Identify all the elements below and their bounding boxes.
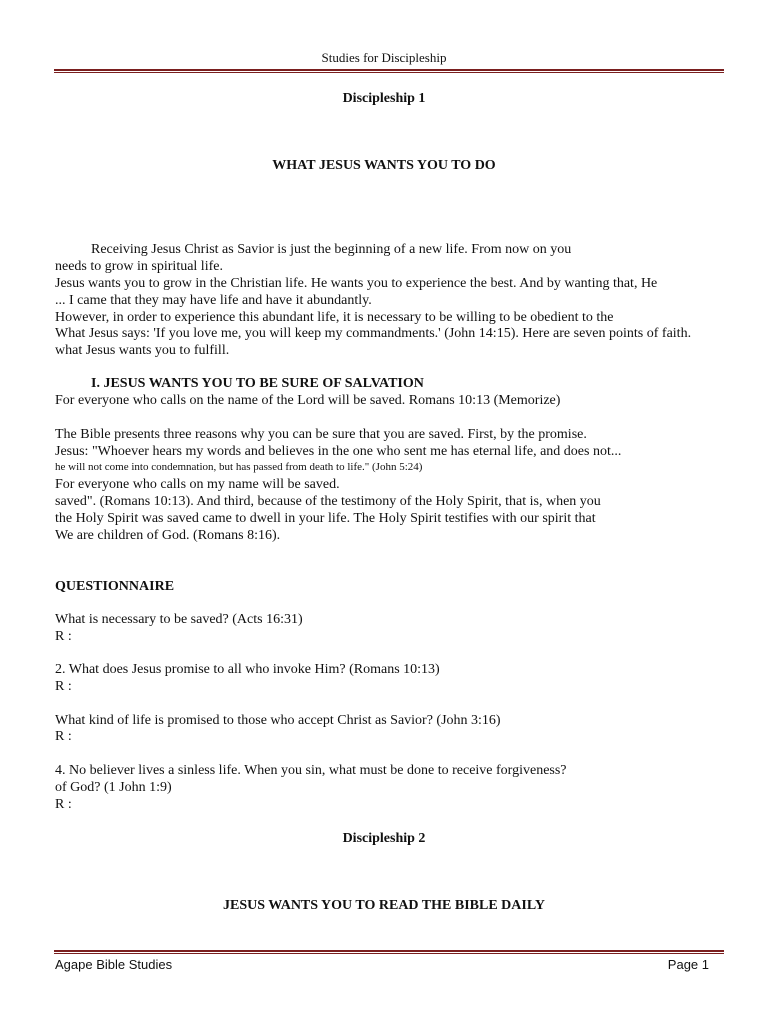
- intro-line: what Jesus wants you to fulfill.: [55, 343, 230, 358]
- intro-line: However, in order to experience this abundant life, it is necessary to be willing to be obedient to the: [55, 310, 614, 325]
- body-line: The Bible presents three reasons why you can be sure that you are saved. First, by the promise.: [55, 427, 587, 442]
- section-subheading-2: JESUS WANTS YOU TO READ THE BIBLE DAILY: [223, 898, 545, 913]
- question-2: 2. What does Jesus promise to all who invoke Him? (Romans 10:13): [55, 662, 440, 677]
- body-line: the Holy Spirit was saved came to dwell in your life. The Holy Spirit testifies with our spirit that: [55, 511, 596, 526]
- footer-rule: [54, 950, 724, 954]
- body-line: We are children of God. (Romans 8:16).: [55, 528, 281, 543]
- footer-left: Agape Bible Studies: [55, 957, 173, 972]
- body-line: Jesus: "Whoever hears my words and believes in the one who sent me has eternal life, and does not...: [55, 444, 622, 459]
- question-4-cont: of God? (1 John 1:9): [55, 780, 172, 795]
- question-4: 4. No believer lives a sinless life. When you sin, what must be done to receive forgiveness?: [55, 763, 567, 778]
- body-line: For everyone who calls on my name will be saved.: [55, 477, 340, 492]
- answer-label: R :: [55, 629, 72, 644]
- questionnaire-title: QUESTIONNAIRE: [55, 579, 175, 594]
- question-3: What kind of life is promised to those who accept Christ as Savior? (John 3:16): [55, 713, 501, 728]
- section-heading-2: Discipleship 2: [342, 831, 426, 846]
- section-heading: Discipleship 1: [342, 91, 426, 106]
- answer-label: R :: [55, 729, 72, 744]
- intro-line: ... I came that they may have life and have it abundantly.: [55, 293, 372, 308]
- intro-line: What Jesus says: 'If you love me, you will keep my commandments.' (John 14:15). Here are seven points of faith.: [55, 326, 692, 341]
- answer-label: R :: [55, 679, 72, 694]
- point-verse: For everyone who calls on the name of the Lord will be saved. Romans 10:13 (Memorize): [55, 393, 561, 408]
- question-1: What is necessary to be saved? (Acts 16:31): [55, 612, 303, 627]
- header-rule: [54, 69, 724, 73]
- body-small-line: he will not come into condemnation, but has passed from death to life." (John 5:24): [55, 461, 423, 473]
- section-subheading: WHAT JESUS WANTS YOU TO DO: [272, 158, 496, 173]
- body-line: saved". (Romans 10:13). And third, because of the testimony of the Holy Spirit, that is, when you: [55, 494, 601, 509]
- page-number: Page 1: [667, 957, 709, 972]
- header-title: Studies for Discipleship: [321, 50, 447, 65]
- intro-line: needs to grow in spiritual life.: [55, 259, 223, 274]
- intro-line: Jesus wants you to grow in the Christian life. He wants you to experience the best. And by wanting that, He: [55, 276, 658, 291]
- point-heading: I. JESUS WANTS YOU TO BE SURE OF SALVATION: [91, 376, 424, 391]
- answer-label: R :: [55, 797, 72, 812]
- intro-line: Receiving Jesus Christ as Savior is just the beginning of a new life. From now on you: [91, 242, 572, 257]
